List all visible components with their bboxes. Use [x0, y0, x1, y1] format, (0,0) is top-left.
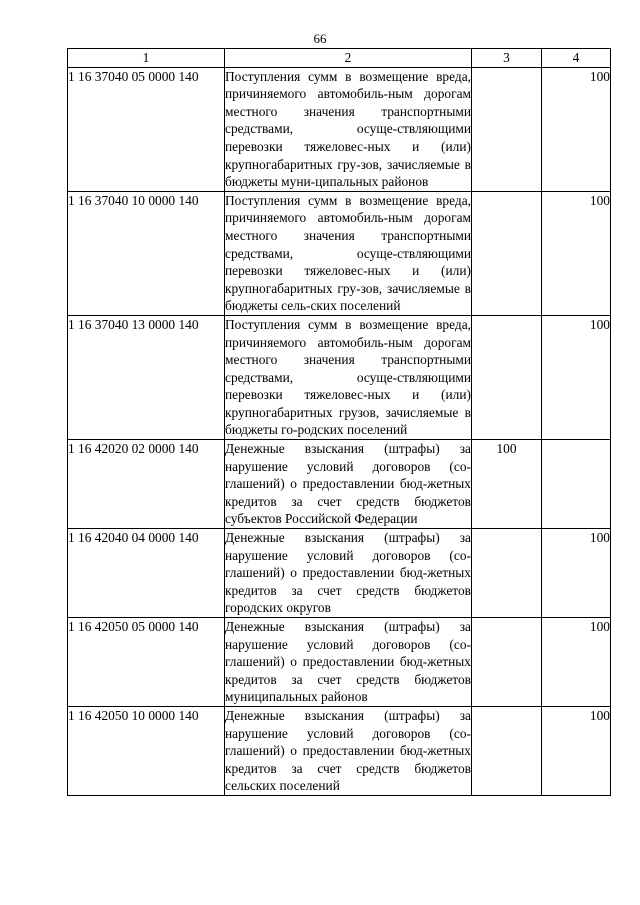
classification-code: 1 16 37040 05 0000 140 [68, 67, 225, 191]
page-number: 66 [313, 31, 327, 46]
table-row [68, 67, 611, 191]
column-header-4: 4 [542, 49, 611, 68]
classification-code: 1 16 42050 05 0000 140 [68, 618, 225, 707]
classification-code: 1 16 42050 10 0000 140 [68, 706, 225, 795]
income-description: Денежные взыскания (штрафы) за нарушение условий договоров (со-глашений) о предоставлении бюд-жетных кредитов за счет средств бюджетов субъектов Российской Федерации [225, 440, 472, 529]
column-4-value: 100 [542, 706, 611, 795]
table-row [68, 706, 611, 795]
income-description: Поступления сумм в возмещение вреда, причиняемого автомобиль-ным дорогам местного значения транспортными средствами, осуще-ствляющими перевозки тяжеловес-ных и (или) крупногабаритных гру-зов, зачисляемые в бюджеты муни-ципальных районов [225, 67, 472, 191]
table-row [68, 618, 611, 707]
classification-code: 1 16 42020 02 0000 140 [68, 440, 225, 529]
table-header-row [68, 49, 611, 68]
column-4-value: 100 [542, 618, 611, 707]
classification-code: 1 16 37040 10 0000 140 [68, 191, 225, 315]
column-3-value [472, 706, 542, 795]
income-description: Денежные взыскания (штрафы) за нарушение условий договоров (со-глашений) о предоставлении бюд-жетных кредитов за счет средств бюджетов муниципальных районов [225, 618, 472, 707]
column-4-value: 100 [542, 315, 611, 439]
column-4-value: 100 [542, 191, 611, 315]
income-description: Денежные взыскания (штрафы) за нарушение условий договоров (со-глашений) о предоставлении бюд-жетных кредитов за счет средств бюджетов сельских поселений [225, 706, 472, 795]
column-3-value [472, 67, 542, 191]
budget-table [67, 48, 611, 796]
income-description: Поступления сумм в возмещение вреда, причиняемого автомобиль-ным дорогам местного значения транспортными средствами, осуще-ствляющими перевозки тяжеловес-ных и (или) крупногабаритных грузов, зачисляемые в бюджеты го-родских поселений [225, 315, 472, 439]
table-row [68, 529, 611, 618]
column-header-3: 3 [472, 49, 542, 68]
income-description: Поступления сумм в возмещение вреда, причиняемого автомобиль-ным дорогам местного значения транспортными средствами, осуще-ствляющими перевозки тяжеловес-ных и (или) крупногабаритных гру-зов, зачисляемые в бюджеты сель-ских поселений [225, 191, 472, 315]
table-row [68, 315, 611, 439]
classification-code: 1 16 42040 04 0000 140 [68, 529, 225, 618]
column-header-1: 1 [68, 49, 225, 68]
column-3-value [472, 618, 542, 707]
table-row [68, 191, 611, 315]
column-3-value [472, 529, 542, 618]
column-4-value [542, 440, 611, 529]
income-description: Денежные взыскания (штрафы) за нарушение условий договоров (со-глашений) о предоставлении бюд-жетных кредитов за счет средств бюджетов городских округов [225, 529, 472, 618]
column-3-value [472, 315, 542, 439]
column-4-value: 100 [542, 529, 611, 618]
table-row [68, 440, 611, 529]
column-4-value: 100 [542, 67, 611, 191]
column-3-value: 100 [472, 440, 542, 529]
column-3-value [472, 191, 542, 315]
column-header-2: 2 [225, 49, 472, 68]
classification-code: 1 16 37040 13 0000 140 [68, 315, 225, 439]
